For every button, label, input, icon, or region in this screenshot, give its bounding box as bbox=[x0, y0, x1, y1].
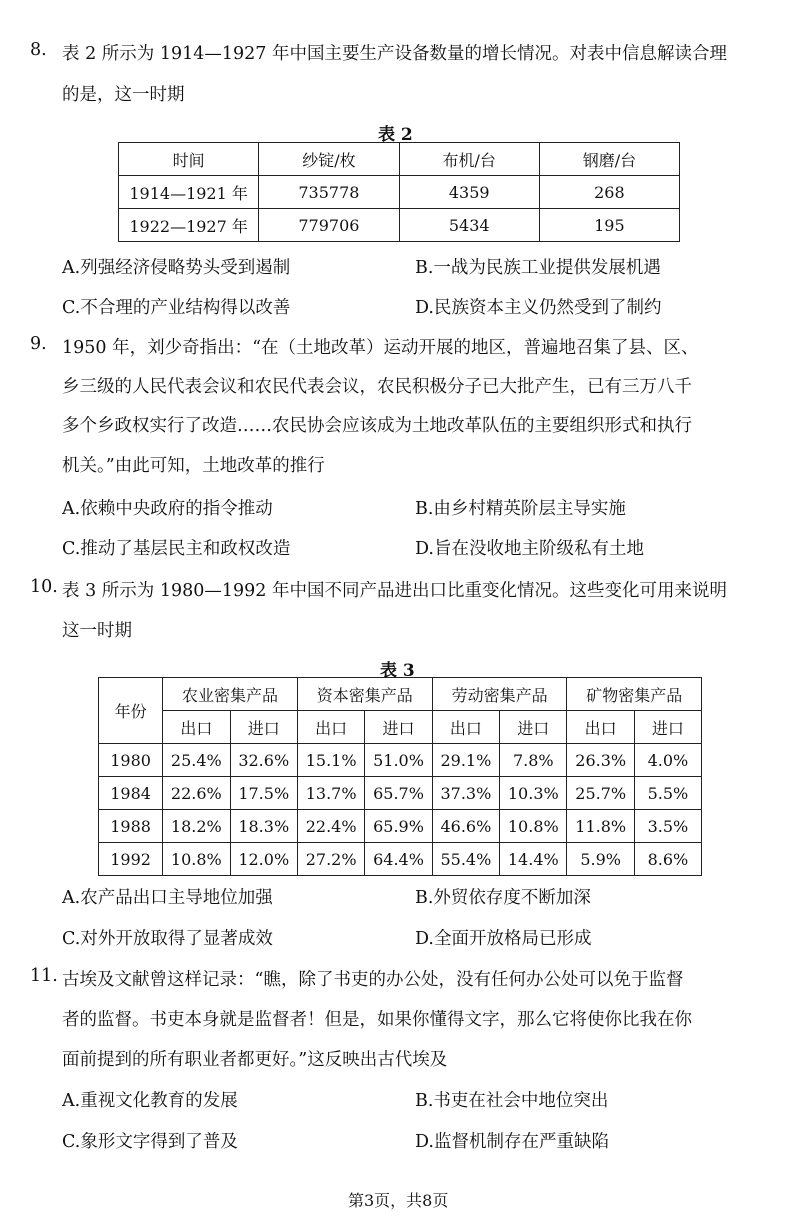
q9-option-d[interactable]: D.旨在没收地主阶级私有土地 bbox=[415, 539, 644, 559]
table3-cell: 22.4% bbox=[297, 810, 364, 843]
table2-cell: 268 bbox=[539, 176, 679, 209]
table3-group-header: 劳动密集产品 bbox=[432, 678, 567, 711]
table3-sub-header: 进口 bbox=[634, 711, 701, 744]
q8-option-b[interactable]: B.一战为民族工业提供发展机遇 bbox=[415, 258, 661, 278]
table2-cell: 1914—1921 年 bbox=[119, 176, 259, 209]
q11-option-b[interactable]: B.书吏在社会中地位突出 bbox=[415, 1091, 609, 1111]
q9-stem-line3: 多个乡政权实行了改造……农民协会应该成为土地改革队伍的主要组织形式和执行 bbox=[62, 416, 692, 436]
q10-number: 10. bbox=[30, 577, 58, 597]
q8-option-d[interactable]: D.民族资本主义仍然受到了制约 bbox=[415, 298, 662, 318]
q8-stem-line2: 的是，这一时期 bbox=[62, 85, 185, 105]
table3-sub-header: 进口 bbox=[365, 711, 432, 744]
table3-cell: 29.1% bbox=[432, 744, 499, 777]
q11-option-d[interactable]: D.监督机制存在严重缺陷 bbox=[415, 1132, 609, 1152]
q8-option-c[interactable]: C.不合理的产业结构得以改善 bbox=[62, 298, 291, 318]
table3-cell: 25.4% bbox=[163, 744, 230, 777]
table2-header-cell: 布机/台 bbox=[399, 143, 539, 176]
q9-number: 9. bbox=[30, 334, 47, 354]
table2-cell: 4359 bbox=[399, 176, 539, 209]
table3-cell: 11.8% bbox=[567, 810, 634, 843]
table3-cell: 65.7% bbox=[365, 777, 432, 810]
q9-option-b[interactable]: B.由乡村精英阶层主导实施 bbox=[415, 499, 626, 519]
table3-cell: 10.3% bbox=[500, 777, 567, 810]
q10-option-a[interactable]: A.农产品出口主导地位加强 bbox=[62, 888, 273, 908]
table3-year-header: 年份 bbox=[99, 678, 163, 744]
q11-stem-line3: 面前提到的所有职业者都更好。”这反映出古代埃及 bbox=[62, 1050, 448, 1070]
q11-option-a[interactable]: A.重视文化教育的发展 bbox=[62, 1091, 238, 1111]
table3-cell: 51.0% bbox=[365, 744, 432, 777]
table2-header-row bbox=[119, 143, 680, 176]
table3-row bbox=[99, 777, 702, 810]
q11-stem-line1: 古埃及文献曾这样记录：“瞧，除了书吏的办公处，没有任何办公处可以免于监督 bbox=[62, 970, 684, 990]
q10-option-c[interactable]: C.对外开放取得了显著成效 bbox=[62, 929, 273, 949]
q10-stem-line2: 这一时期 bbox=[62, 621, 132, 641]
q9-stem-line1: 1950 年，刘少奇指出：“在（土地改革）运动开展的地区，普遍地召集了县、区、 bbox=[62, 338, 699, 358]
table3-sub-header: 出口 bbox=[432, 711, 499, 744]
table3-cell: 4.0% bbox=[634, 744, 701, 777]
q11-stem-line2: 者的监督。书吏本身就是监督者！但是，如果你懂得文字，那么它将使你比我在你 bbox=[62, 1010, 692, 1030]
table2-cell: 195 bbox=[539, 209, 679, 242]
table2-header-cell: 时间 bbox=[119, 143, 259, 176]
table3-row bbox=[99, 744, 702, 777]
table3-group-header-row bbox=[99, 678, 702, 711]
table3-group-header: 矿物密集产品 bbox=[567, 678, 702, 711]
q9-option-c[interactable]: C.推动了基层民主和政权改造 bbox=[62, 539, 291, 559]
table3-cell: 12.0% bbox=[230, 843, 297, 876]
table3-cell: 37.3% bbox=[432, 777, 499, 810]
table2-row bbox=[119, 209, 680, 242]
q9-stem-line4: 机关。”由此可知，土地改革的推行 bbox=[62, 456, 325, 476]
table3-sub-header-row bbox=[99, 711, 702, 744]
table3-cell: 65.9% bbox=[365, 810, 432, 843]
q9-option-a[interactable]: A.依赖中央政府的指令推动 bbox=[62, 499, 273, 519]
table3-cell: 18.3% bbox=[230, 810, 297, 843]
table3-cell: 27.2% bbox=[297, 843, 364, 876]
table3-cell: 17.5% bbox=[230, 777, 297, 810]
table3-year-cell: 1984 bbox=[99, 777, 163, 810]
table3-cell: 64.4% bbox=[365, 843, 432, 876]
table3-cell: 7.8% bbox=[500, 744, 567, 777]
q10-stem-line1: 表 3 所示为 1980—1992 年中国不同产品进出口比重变化情况。这些变化可用来说明 bbox=[62, 581, 727, 601]
table2 bbox=[118, 142, 680, 242]
table3-row bbox=[99, 843, 702, 876]
table2-row bbox=[119, 176, 680, 209]
table3-cell: 5.5% bbox=[634, 777, 701, 810]
table3-cell: 55.4% bbox=[432, 843, 499, 876]
table3-year-cell: 1992 bbox=[99, 843, 163, 876]
table2-cell: 735778 bbox=[259, 176, 399, 209]
table2-cell: 5434 bbox=[399, 209, 539, 242]
table3-cell: 14.4% bbox=[500, 843, 567, 876]
table3-group-header: 农业密集产品 bbox=[163, 678, 298, 711]
table3-sub-header: 出口 bbox=[567, 711, 634, 744]
table2-header-cell: 钢磨/台 bbox=[539, 143, 679, 176]
table3-cell: 10.8% bbox=[163, 843, 230, 876]
table3-cell: 46.6% bbox=[432, 810, 499, 843]
q11-option-c[interactable]: C.象形文字得到了普及 bbox=[62, 1132, 238, 1152]
q8-number: 8. bbox=[30, 40, 47, 60]
table3-cell: 18.2% bbox=[163, 810, 230, 843]
table3-sub-header: 出口 bbox=[163, 711, 230, 744]
q10-option-b[interactable]: B.外贸依存度不断加深 bbox=[415, 888, 591, 908]
q9-stem-line2: 乡三级的人民代表会议和农民代表会议，农民积极分子已大批产生，已有三万八千 bbox=[62, 377, 692, 397]
table3-cell: 32.6% bbox=[230, 744, 297, 777]
table3-cell: 26.3% bbox=[567, 744, 634, 777]
q10-option-d[interactable]: D.全面开放格局已形成 bbox=[415, 929, 592, 949]
table3-cell: 10.8% bbox=[500, 810, 567, 843]
table3 bbox=[98, 677, 702, 876]
table3-row bbox=[99, 810, 702, 843]
table3-cell: 25.7% bbox=[567, 777, 634, 810]
table3-cell: 8.6% bbox=[634, 843, 701, 876]
page-footer: 第3页，共8页 bbox=[348, 1191, 449, 1210]
q8-option-a[interactable]: A.列强经济侵略势头受到遏制 bbox=[62, 258, 291, 278]
table2-cell: 779706 bbox=[259, 209, 399, 242]
table3-cell: 13.7% bbox=[297, 777, 364, 810]
table3-caption: 表 3 bbox=[380, 661, 415, 681]
table3-year-cell: 1980 bbox=[99, 744, 163, 777]
table3-sub-header: 进口 bbox=[500, 711, 567, 744]
table3-cell: 22.6% bbox=[163, 777, 230, 810]
table3-sub-header: 进口 bbox=[230, 711, 297, 744]
table3-cell: 15.1% bbox=[297, 744, 364, 777]
table3-cell: 3.5% bbox=[634, 810, 701, 843]
table2-header-cell: 纱锭/枚 bbox=[259, 143, 399, 176]
table3-group-header: 资本密集产品 bbox=[297, 678, 432, 711]
table2-caption: 表 2 bbox=[378, 125, 413, 145]
table3-year-cell: 1988 bbox=[99, 810, 163, 843]
table2-cell: 1922—1927 年 bbox=[119, 209, 259, 242]
q8-stem-line1: 表 2 所示为 1914—1927 年中国主要生产设备数量的增长情况。对表中信息解读合理 bbox=[62, 44, 727, 64]
q11-number: 11. bbox=[30, 966, 58, 986]
table3-cell: 5.9% bbox=[567, 843, 634, 876]
table3-sub-header: 出口 bbox=[297, 711, 364, 744]
